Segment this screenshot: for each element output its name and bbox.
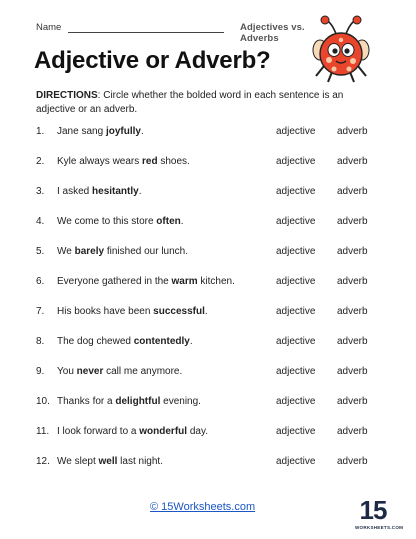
adverb-option[interactable]: adverb [337, 156, 368, 167]
question-sentence [57, 305, 208, 319]
copyright-link[interactable]: © 15Worksheets.com [150, 501, 256, 513]
question-number: 2. [36, 156, 45, 167]
question-sentence [57, 275, 235, 289]
name-line[interactable] [68, 32, 224, 33]
question-number: 9. [36, 366, 45, 377]
sentence-text: Kyle always wears [57, 156, 143, 167]
question-number: 4. [36, 216, 45, 227]
sentence-text: day. [187, 426, 208, 437]
sentence-text: We [57, 246, 75, 257]
question-row [36, 125, 386, 139]
adverb-option[interactable]: adverb [337, 366, 368, 377]
adverb-option[interactable]: adverb [337, 216, 368, 227]
sentence-text: We come to this store [57, 216, 157, 227]
adjective-option[interactable]: adjective [276, 276, 316, 287]
question-sentence [57, 125, 144, 139]
logo-text: WORKSHEETS.COM [355, 525, 404, 530]
bolded-word: joyfully [105, 126, 141, 137]
sentence-text: . [140, 126, 144, 137]
adjective-option[interactable]: adjective [276, 186, 316, 197]
sentence-text: I look forward to a [57, 426, 140, 437]
sentence-text: finished our lunch. [104, 246, 189, 257]
sentence-text: You [57, 366, 77, 377]
adjective-option[interactable]: adjective [276, 366, 316, 377]
sentence-text: call me anymore. [103, 366, 183, 377]
adjective-option[interactable]: adjective [276, 216, 316, 227]
bug-mascot-icon [312, 14, 370, 84]
bolded-word: successful [153, 306, 205, 317]
sentence-text: . [138, 186, 142, 197]
question-sentence [57, 365, 182, 379]
adjective-option[interactable]: adjective [276, 306, 316, 317]
question-row [36, 215, 386, 229]
sentence-text: The dog chewed [57, 336, 134, 347]
adverb-option[interactable]: adverb [337, 306, 368, 317]
question-number: 11. [36, 426, 50, 437]
question-number: 3. [36, 186, 45, 197]
question-number: 1. [36, 126, 45, 137]
directions-label: DIRECTIONS [36, 90, 98, 101]
adverb-option[interactable]: adverb [337, 426, 368, 437]
question-row [36, 275, 386, 289]
adjective-option[interactable]: adjective [276, 156, 316, 167]
sentence-text: Everyone gathered in the [57, 276, 172, 287]
question-sentence [57, 185, 142, 199]
bolded-word: warm [171, 276, 198, 287]
sentence-text: . [180, 216, 184, 227]
question-number: 10. [36, 396, 50, 407]
adverb-option[interactable]: adverb [337, 186, 368, 197]
question-row [36, 455, 386, 469]
worksheet-header [36, 22, 326, 44]
question-sentence [57, 335, 193, 349]
adjective-option[interactable]: adjective [276, 396, 316, 407]
question-sentence [57, 425, 208, 439]
adjective-option[interactable]: adjective [276, 426, 316, 437]
adjective-option[interactable]: adjective [276, 336, 316, 347]
bolded-word: delightful [115, 396, 161, 407]
bolded-word: red [142, 156, 158, 167]
sentence-text: I asked [57, 186, 93, 197]
bolded-word: wonderful [139, 426, 188, 437]
sentence-text: Thanks for a [57, 396, 116, 407]
bolded-word: well [98, 456, 118, 467]
sentence-text: . [189, 336, 193, 347]
sentence-text: shoes. [157, 156, 190, 167]
question-row [36, 305, 386, 319]
question-number: 6. [36, 276, 45, 287]
question-sentence [57, 245, 188, 259]
question-sentence [57, 455, 163, 469]
bolded-word: often [156, 216, 181, 227]
sentence-text: . [204, 306, 208, 317]
logo-number: 15 [359, 495, 387, 525]
adverb-option[interactable]: adverb [337, 456, 368, 467]
worksheets-logo [355, 495, 404, 534]
sentence-text: kitchen. [197, 276, 235, 287]
question-number: 12. [36, 456, 50, 467]
question-number: 7. [36, 306, 45, 317]
sentence-text: His books have been [57, 306, 154, 317]
sentence-text: last night. [117, 456, 163, 467]
adverb-option[interactable]: adverb [337, 276, 368, 287]
adverb-option[interactable]: adverb [337, 246, 368, 257]
question-row [36, 185, 386, 199]
question-sentence [57, 395, 201, 409]
adjective-option[interactable]: adjective [276, 246, 316, 257]
name-label: Name [36, 22, 62, 33]
question-row [36, 425, 386, 439]
adverb-option[interactable]: adverb [337, 336, 368, 347]
directions-text: : Circle whether the bolded word in each sentence is an adjective or an adverb. [36, 90, 344, 115]
sentence-text: We slept [57, 456, 99, 467]
question-row [36, 365, 386, 379]
question-row [36, 245, 386, 259]
adjective-option[interactable]: adjective [276, 456, 316, 467]
sentence-text: evening. [160, 396, 201, 407]
bolded-word: contentedly [133, 336, 190, 347]
sentence-text: Jane sang [57, 126, 106, 137]
adverb-option[interactable]: adverb [337, 396, 368, 407]
question-sentence [57, 215, 184, 229]
question-number: 5. [36, 246, 45, 257]
question-row [36, 335, 386, 349]
question-row [36, 395, 386, 409]
question-row [36, 155, 386, 169]
page-title: Adjective or Adverb? [34, 47, 271, 74]
adjective-option[interactable]: adjective [276, 126, 316, 137]
header-title: Adjectives vs. Adverbs [240, 22, 305, 44]
bolded-word: never [76, 366, 104, 377]
directions [36, 89, 376, 116]
bolded-word: barely [74, 246, 105, 257]
question-sentence [57, 155, 190, 169]
bolded-word: hesitantly [92, 186, 139, 197]
adverb-option[interactable]: adverb [337, 126, 368, 137]
question-number: 8. [36, 336, 45, 347]
